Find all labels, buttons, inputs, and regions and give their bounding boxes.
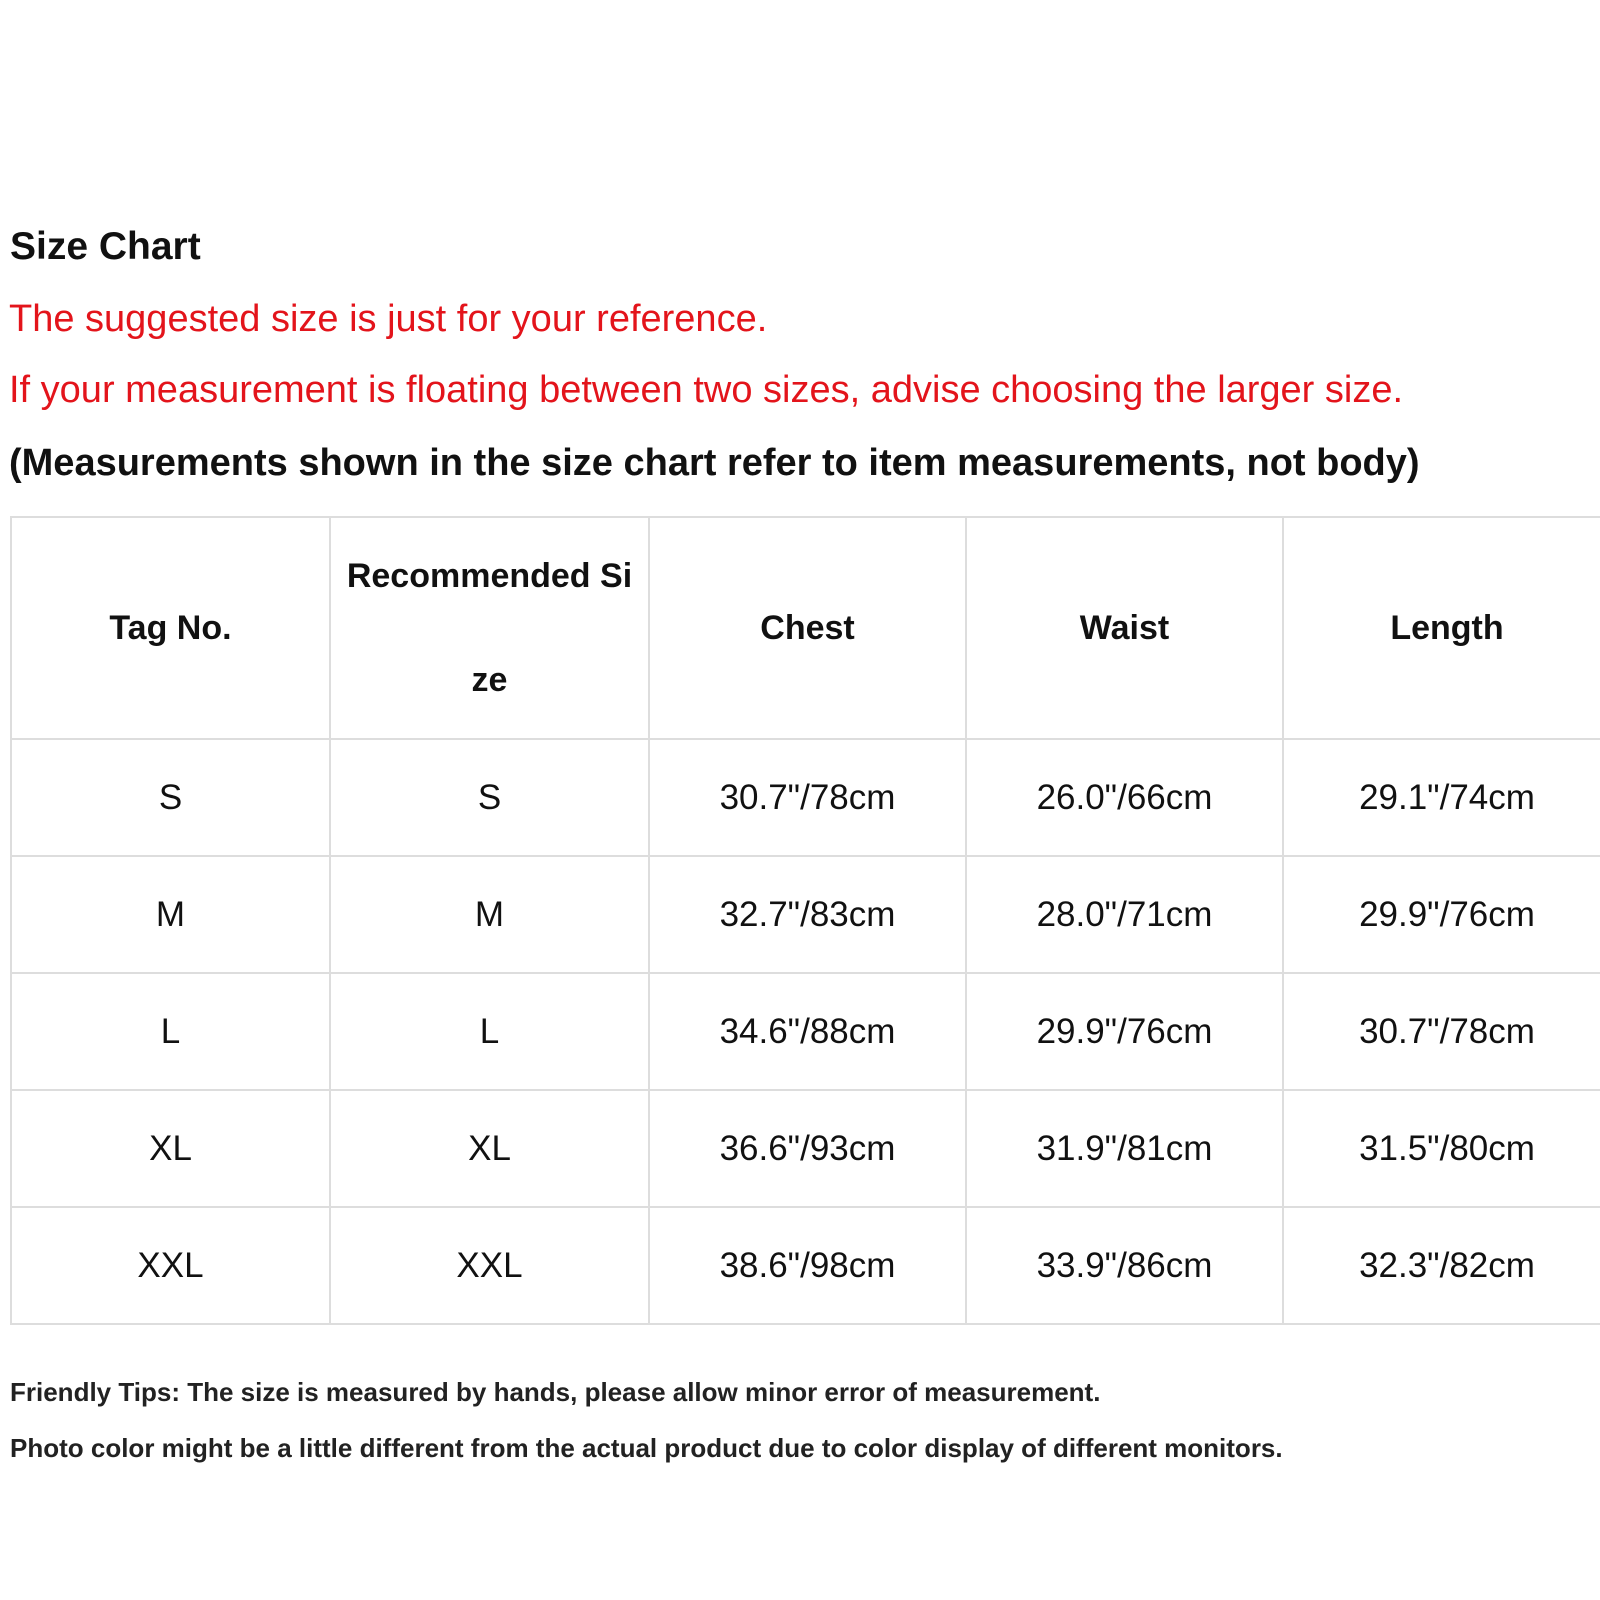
cell-recommended-size: XL — [330, 1090, 649, 1207]
header-waist: Waist — [966, 517, 1283, 739]
photo-color-note: Photo color might be a little different from the actual product due to color display of different monitors. — [10, 1433, 1283, 1463]
sizing-advice-note: If your measurement is floating between two sizes, advise choosing the larger size. — [9, 369, 1404, 411]
table-row — [11, 1090, 1600, 1207]
friendly-tip: Friendly Tips: The size is measured by hands, please allow minor error of measurement. — [10, 1377, 1101, 1407]
cell-waist: 28.0"/71cm — [966, 856, 1283, 973]
cell-recommended-size: S — [330, 739, 649, 856]
cell-length: 32.3"/82cm — [1283, 1207, 1600, 1324]
cell-waist: 29.9"/76cm — [966, 973, 1283, 1090]
header-tag-no: Tag No. — [11, 517, 330, 739]
header-recommended-size: Recommended Size — [330, 517, 649, 739]
cell-length: 31.5"/80cm — [1283, 1090, 1600, 1207]
header-chest: Chest — [649, 517, 966, 739]
table-row — [11, 1207, 1600, 1324]
reference-note: The suggested size is just for your reference. — [9, 298, 768, 340]
cell-recommended-size: M — [330, 856, 649, 973]
table-row — [11, 973, 1600, 1090]
cell-tag-no: XXL — [11, 1207, 330, 1324]
cell-chest: 36.6"/93cm — [649, 1090, 966, 1207]
cell-chest: 34.6"/88cm — [649, 973, 966, 1090]
cell-chest: 38.6"/98cm — [649, 1207, 966, 1324]
header-length: Length — [1283, 517, 1600, 739]
size-chart-table — [10, 516, 1600, 1325]
cell-waist: 26.0"/66cm — [966, 739, 1283, 856]
cell-chest: 32.7"/83cm — [649, 856, 966, 973]
cell-chest: 30.7"/78cm — [649, 739, 966, 856]
cell-tag-no: S — [11, 739, 330, 856]
page-title: Size Chart — [10, 225, 201, 268]
table-header-row — [11, 517, 1600, 739]
cell-waist: 33.9"/86cm — [966, 1207, 1283, 1324]
cell-waist: 31.9"/81cm — [966, 1090, 1283, 1207]
cell-tag-no: XL — [11, 1090, 330, 1207]
table-row — [11, 856, 1600, 973]
cell-length: 29.9"/76cm — [1283, 856, 1600, 973]
measurement-disclaimer: (Measurements shown in the size chart refer to item measurements, not body) — [9, 442, 1420, 484]
table-row — [11, 739, 1600, 856]
cell-tag-no: M — [11, 856, 330, 973]
cell-length: 29.1"/74cm — [1283, 739, 1600, 856]
cell-tag-no: L — [11, 973, 330, 1090]
cell-recommended-size: XXL — [330, 1207, 649, 1324]
cell-length: 30.7"/78cm — [1283, 973, 1600, 1090]
cell-recommended-size: L — [330, 973, 649, 1090]
